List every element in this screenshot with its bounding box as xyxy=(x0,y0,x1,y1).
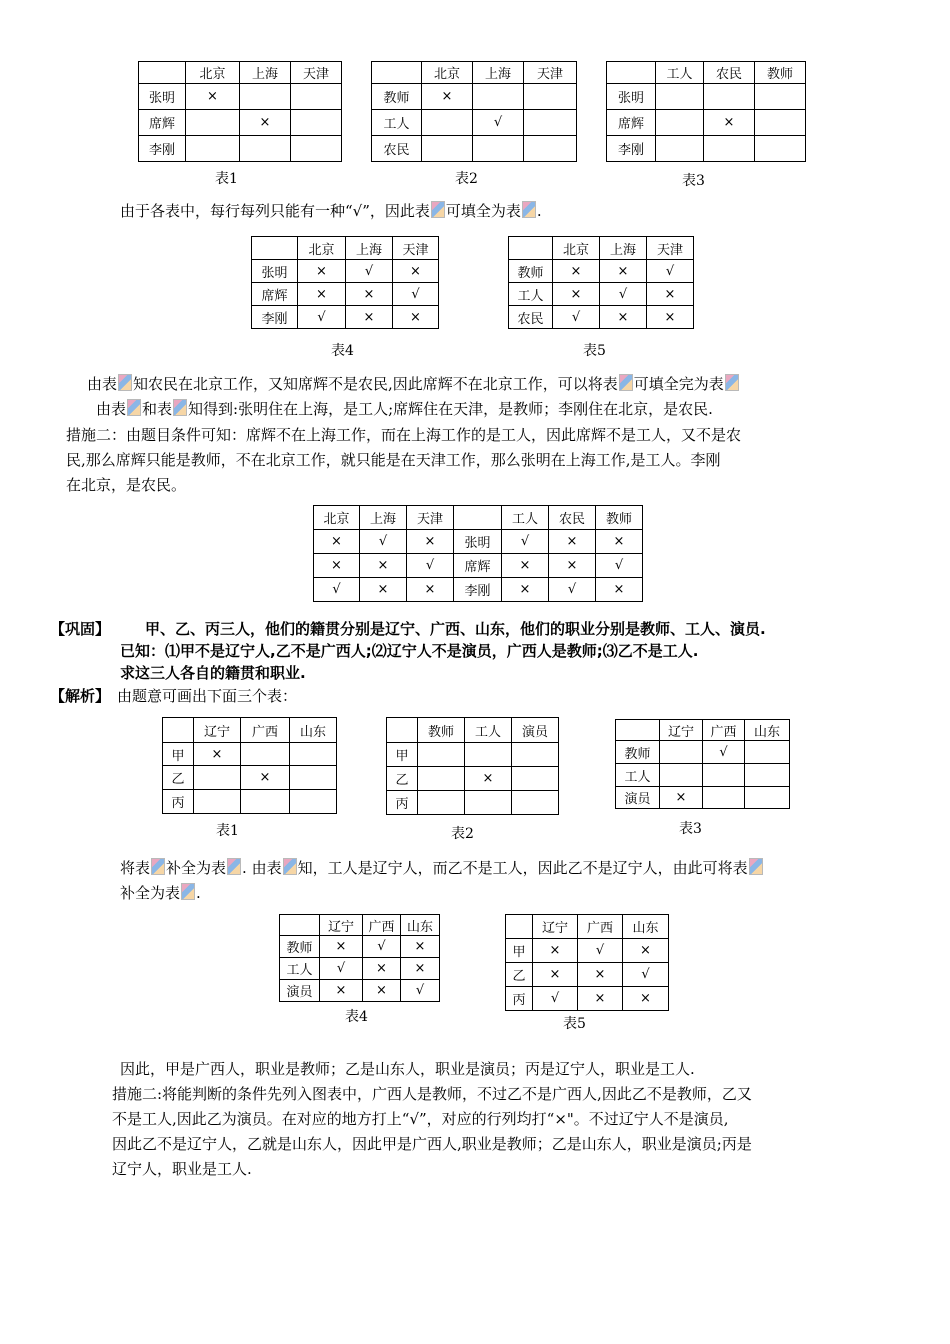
table-cell: × xyxy=(320,936,363,958)
table-cell: × xyxy=(704,110,755,136)
table-row xyxy=(139,136,342,162)
table-cell xyxy=(607,62,656,84)
table-cell: √ xyxy=(363,936,401,958)
image-placeholder-icon xyxy=(619,374,633,391)
table-row xyxy=(139,62,342,84)
image-placeholder-icon xyxy=(227,858,241,875)
table-cell: √ xyxy=(549,578,596,602)
table-cell: 教师 xyxy=(418,718,465,743)
table-cell: × xyxy=(533,963,578,987)
caption-table-4: 表4 xyxy=(331,343,354,359)
table-cell: √ xyxy=(600,283,647,306)
table-cell: √ xyxy=(553,306,600,329)
table-row xyxy=(372,136,577,162)
table-cell: 教师 xyxy=(755,62,806,84)
paragraph-line: 由表 知农民在北京工作，又知席辉不是农民,因此席辉不在北京工作，可以将表 可填全完为表 xyxy=(87,372,740,397)
table-cell: 张明 xyxy=(454,530,502,554)
table-cell: × xyxy=(549,530,596,554)
table-cell: × xyxy=(346,283,393,306)
table-cell: 北京 xyxy=(422,62,473,84)
table-cell xyxy=(418,791,465,815)
table-row xyxy=(607,62,806,84)
table-row xyxy=(314,578,643,602)
table-row xyxy=(506,915,669,939)
table-row xyxy=(252,283,439,306)
paragraph-line: 因此乙不是辽宁人，乙就是山东人，因此甲是广西人,职业是教师；乙是山东人，职业是演员;丙是 xyxy=(112,1135,752,1153)
paragraph-line: 民,那么席辉只能是教师，不在北京工作，就只能是在天津工作，那么张明在上海工作,是工人。李刚 xyxy=(66,451,721,469)
table-cell xyxy=(290,766,337,790)
table-b1 xyxy=(162,717,337,814)
table-cell: 上海 xyxy=(360,506,407,530)
table-cell: 演员 xyxy=(616,787,660,809)
exercise-tag: 【巩固】 xyxy=(50,620,111,638)
table-row xyxy=(163,743,337,766)
table-row xyxy=(607,136,806,162)
paragraph-line: 不是工人,因此乙为演员。在对应的地方打上“√”，对应的行列均打“×"。不过辽宁人不是演员, xyxy=(112,1110,729,1128)
table-row xyxy=(280,958,440,980)
table-cell: √ xyxy=(596,554,643,578)
table-cell: √ xyxy=(346,260,393,283)
image-placeholder-icon xyxy=(431,201,445,218)
table-cell: 上海 xyxy=(473,62,524,84)
table-cell: 工人 xyxy=(502,506,549,530)
table-cell: √ xyxy=(502,530,549,554)
table-cell xyxy=(194,766,241,790)
table-cell: × xyxy=(553,283,600,306)
table-row xyxy=(314,554,643,578)
table-row xyxy=(163,790,337,814)
table-cell: 天津 xyxy=(407,506,454,530)
table-row xyxy=(252,306,439,329)
table-cell: × xyxy=(363,980,401,1002)
caption-table-5: 表5 xyxy=(583,343,606,359)
table-cell xyxy=(524,84,577,110)
paragraph-line: 补全为表 . xyxy=(120,884,201,902)
image-placeholder-icon xyxy=(181,883,195,900)
table-cell xyxy=(465,743,512,767)
table-cell xyxy=(755,110,806,136)
table-cell: 席辉 xyxy=(607,110,656,136)
table-cell xyxy=(745,741,790,764)
caption-table-b1: 表1 xyxy=(216,823,239,839)
image-placeholder-icon xyxy=(283,858,297,875)
table-cell xyxy=(422,110,473,136)
table-4 xyxy=(251,236,439,329)
table-row xyxy=(139,84,342,110)
table-cell xyxy=(454,506,502,530)
table-cell xyxy=(616,720,660,741)
paragraph-line: 措施二：由题目条件可知：席辉不在上海工作，而在上海工作的是工人，因此席辉不是工人，又不是农 xyxy=(66,426,742,444)
table-cell: √ xyxy=(647,260,694,283)
table-cell xyxy=(703,787,745,809)
table-cell: √ xyxy=(578,939,623,963)
table-cell xyxy=(512,767,559,791)
table-cell xyxy=(194,790,241,814)
table-cell: √ xyxy=(703,741,745,764)
table-cell: 李刚 xyxy=(454,578,502,602)
exercise-line: 甲、乙、丙三人，他们的籍贯分别是辽宁、广西、山东，他们的职业分别是教师、工人、演员. xyxy=(145,620,766,638)
table-cell: 上海 xyxy=(240,62,291,84)
table-cell: × xyxy=(422,84,473,110)
table-cell: 李刚 xyxy=(252,306,298,329)
table-row xyxy=(616,741,790,764)
table-cell: × xyxy=(363,958,401,980)
table-cell xyxy=(418,743,465,767)
table-1 xyxy=(138,61,342,162)
table-row xyxy=(509,260,694,283)
table-cell: 天津 xyxy=(393,237,439,260)
table-cell xyxy=(704,84,755,110)
table-row xyxy=(252,260,439,283)
table-cell: 甲 xyxy=(387,743,418,767)
table-cell: × xyxy=(553,260,600,283)
image-placeholder-icon xyxy=(173,399,187,416)
paragraph-line: 将表 补全为表 . 由表 知，工人是辽宁人，而乙不是工人，因此乙不是辽宁人，由此可将表 xyxy=(120,856,764,881)
paragraph-line: 措施二:将能判断的条件先列入图表中，广西人是教师，不过乙不是广西人,因此乙不是教师，乙又 xyxy=(112,1085,752,1103)
table-cell: × xyxy=(240,110,291,136)
caption-table-1: 表1 xyxy=(215,171,238,187)
table-cell: 工人 xyxy=(280,958,320,980)
table-cell: 上海 xyxy=(346,237,393,260)
table-row xyxy=(372,62,577,84)
table-cell: 乙 xyxy=(387,767,418,791)
table-cell: √ xyxy=(473,110,524,136)
caption-table-b5: 表5 xyxy=(563,1016,586,1032)
table-cell: × xyxy=(600,306,647,329)
table-row xyxy=(616,764,790,787)
table-cell: √ xyxy=(298,306,346,329)
table-cell xyxy=(512,743,559,767)
table-cell: × xyxy=(360,578,407,602)
table-cell: 演员 xyxy=(512,718,559,743)
table-cell: × xyxy=(596,530,643,554)
table-cell: × xyxy=(401,958,440,980)
table-cell: 教师 xyxy=(280,936,320,958)
table-cell: 教师 xyxy=(596,506,643,530)
table-cell: × xyxy=(393,306,439,329)
table-cell: × xyxy=(578,963,623,987)
table-cell: 辽宁 xyxy=(533,915,578,939)
table-cell xyxy=(656,136,704,162)
table-cell: × xyxy=(320,980,363,1002)
table-cell: 丙 xyxy=(506,987,533,1011)
table-cell xyxy=(241,743,290,766)
table-cell: 教师 xyxy=(372,84,422,110)
table-row xyxy=(509,306,694,329)
caption-table-b3: 表3 xyxy=(679,821,702,837)
table-cell: 农民 xyxy=(704,62,755,84)
table-cell: √ xyxy=(320,958,363,980)
table-cell: 工人 xyxy=(656,62,704,84)
table-cell xyxy=(186,110,240,136)
paragraph-line: 因此，甲是广西人，职业是教师；乙是山东人，职业是演员；丙是辽宁人，职业是工人. xyxy=(120,1060,695,1078)
table-row xyxy=(280,936,440,958)
analysis-tag: 【解析】 xyxy=(50,687,111,705)
table-cell: 张明 xyxy=(252,260,298,283)
table-cell: 辽宁 xyxy=(660,720,703,741)
exercise-line: 已知：⑴甲不是辽宁人,乙不是广西人;⑵辽宁人不是演员，广西人是教师;⑶乙不是工人. xyxy=(120,642,699,660)
table-cell: 李刚 xyxy=(607,136,656,162)
table-row xyxy=(163,718,337,743)
table-row xyxy=(506,963,669,987)
table-cell: × xyxy=(578,987,623,1011)
table-cell: × xyxy=(346,306,393,329)
table-row xyxy=(280,915,440,936)
table-cell: 席辉 xyxy=(454,554,502,578)
table-cell: × xyxy=(647,283,694,306)
table-cell: 乙 xyxy=(163,766,194,790)
table-cell: × xyxy=(596,578,643,602)
table-cell xyxy=(387,718,418,743)
table-cell: 农民 xyxy=(372,136,422,162)
table-cell: 广西 xyxy=(241,718,290,743)
table-row xyxy=(509,283,694,306)
table-cell xyxy=(755,84,806,110)
table-row xyxy=(607,84,806,110)
table-row xyxy=(280,980,440,1002)
table-cell: 广西 xyxy=(703,720,745,741)
table-cell: × xyxy=(401,936,440,958)
table-row xyxy=(616,720,790,741)
table-cell: 工人 xyxy=(372,110,422,136)
table-cell: 山东 xyxy=(745,720,790,741)
table-b4 xyxy=(279,914,440,1002)
table-cell: × xyxy=(660,787,703,809)
table-combined xyxy=(313,505,643,602)
image-placeholder-icon xyxy=(151,858,165,875)
table-cell xyxy=(418,767,465,791)
table-cell xyxy=(703,764,745,787)
table-cell: 席辉 xyxy=(252,283,298,306)
table-cell xyxy=(291,136,342,162)
table-cell: √ xyxy=(401,980,440,1002)
table-cell xyxy=(660,764,703,787)
table-cell: 北京 xyxy=(186,62,240,84)
table-cell: 教师 xyxy=(509,260,553,283)
table-cell: 甲 xyxy=(506,939,533,963)
table-row xyxy=(139,110,342,136)
table-cell: × xyxy=(393,260,439,283)
table-row xyxy=(387,743,559,767)
table-cell: × xyxy=(600,260,647,283)
table-row xyxy=(506,987,669,1011)
table-cell xyxy=(240,136,291,162)
table-cell xyxy=(422,136,473,162)
paragraph-line: 辽宁人，职业是工人. xyxy=(112,1160,252,1178)
table-cell xyxy=(656,110,704,136)
table-cell: 广西 xyxy=(363,915,401,936)
image-placeholder-icon xyxy=(118,374,132,391)
caption-table-b2: 表2 xyxy=(451,826,474,842)
table-cell: 农民 xyxy=(549,506,596,530)
table-cell: × xyxy=(502,554,549,578)
table-row xyxy=(509,237,694,260)
table-cell xyxy=(163,718,194,743)
table-cell: 山东 xyxy=(290,718,337,743)
table-row xyxy=(163,766,337,790)
image-placeholder-icon xyxy=(522,201,536,218)
table-cell xyxy=(241,790,290,814)
table-cell: √ xyxy=(407,554,454,578)
table-row xyxy=(372,110,577,136)
table-b5 xyxy=(505,914,669,1011)
table-cell: × xyxy=(241,766,290,790)
table-cell: × xyxy=(623,987,669,1011)
table-cell: 辽宁 xyxy=(194,718,241,743)
table-cell: 北京 xyxy=(553,237,600,260)
table-cell: 张明 xyxy=(607,84,656,110)
table-cell xyxy=(473,136,524,162)
table-cell xyxy=(704,136,755,162)
table-cell xyxy=(745,787,790,809)
table-cell xyxy=(290,743,337,766)
table-cell: √ xyxy=(314,578,360,602)
table-cell: × xyxy=(623,939,669,963)
table-cell xyxy=(745,764,790,787)
table-cell: 天津 xyxy=(524,62,577,84)
table-cell: √ xyxy=(393,283,439,306)
table-cell xyxy=(506,915,533,939)
table-cell xyxy=(291,110,342,136)
table-cell: × xyxy=(314,554,360,578)
table-cell: × xyxy=(502,578,549,602)
table-cell: × xyxy=(314,530,360,554)
table-cell xyxy=(252,237,298,260)
table-cell: × xyxy=(407,578,454,602)
image-placeholder-icon xyxy=(749,858,763,875)
table-cell: 乙 xyxy=(506,963,533,987)
table-cell: 工人 xyxy=(616,764,660,787)
table-cell xyxy=(473,84,524,110)
paragraph-line: 在北京，是农民。 xyxy=(66,476,187,494)
table-cell: 辽宁 xyxy=(320,915,363,936)
table-cell: 山东 xyxy=(401,915,440,936)
table-cell: 甲 xyxy=(163,743,194,766)
table-row xyxy=(252,237,439,260)
table-cell xyxy=(240,84,291,110)
table-cell: 丙 xyxy=(163,790,194,814)
table-2 xyxy=(371,61,577,162)
table-cell: 丙 xyxy=(387,791,418,815)
table-row xyxy=(387,767,559,791)
caption-table-3: 表3 xyxy=(682,173,705,189)
table-cell: 广西 xyxy=(578,915,623,939)
table-row xyxy=(372,84,577,110)
table-cell: × xyxy=(360,554,407,578)
table-cell: 工人 xyxy=(465,718,512,743)
table-cell: × xyxy=(465,767,512,791)
table-cell: 席辉 xyxy=(139,110,186,136)
table-row xyxy=(387,791,559,815)
caption-table-2: 表2 xyxy=(455,171,478,187)
table-cell xyxy=(524,110,577,136)
table-row xyxy=(387,718,559,743)
image-placeholder-icon xyxy=(127,399,141,416)
table-cell: × xyxy=(194,743,241,766)
table-cell xyxy=(755,136,806,162)
table-b3 xyxy=(615,719,790,809)
table-5 xyxy=(508,236,694,329)
table-cell xyxy=(509,237,553,260)
caption-table-b4: 表4 xyxy=(345,1009,368,1025)
table-cell: 北京 xyxy=(298,237,346,260)
table-cell: × xyxy=(407,530,454,554)
table-cell xyxy=(291,84,342,110)
table-cell: 工人 xyxy=(509,283,553,306)
table-cell: √ xyxy=(623,963,669,987)
table-row xyxy=(506,939,669,963)
table-cell: 演员 xyxy=(280,980,320,1002)
table-cell: 山东 xyxy=(623,915,669,939)
table-cell: × xyxy=(186,84,240,110)
table-cell: × xyxy=(549,554,596,578)
table-b2 xyxy=(386,717,559,815)
table-cell: × xyxy=(647,306,694,329)
table-row xyxy=(314,506,643,530)
table-cell: 上海 xyxy=(600,237,647,260)
table-cell xyxy=(372,62,422,84)
table-cell: 北京 xyxy=(314,506,360,530)
table-3 xyxy=(606,61,806,162)
table-cell: √ xyxy=(360,530,407,554)
table-cell xyxy=(139,62,186,84)
table-cell: 李刚 xyxy=(139,136,186,162)
exercise-line: 求这三人各自的籍贯和职业. xyxy=(120,664,306,682)
table-cell xyxy=(512,791,559,815)
table-cell xyxy=(465,791,512,815)
table-row xyxy=(607,110,806,136)
table-cell xyxy=(524,136,577,162)
analysis-line: 由题意可画出下面三个表： xyxy=(117,687,298,705)
table-cell: √ xyxy=(533,987,578,1011)
table-cell xyxy=(280,915,320,936)
table-cell xyxy=(186,136,240,162)
table-cell: × xyxy=(533,939,578,963)
table-cell: 教师 xyxy=(616,741,660,764)
paragraph-line: 由表 和表 知得到:张明住在上海，是工人;席辉住在天津，是教师；李刚住在北京，是农民. xyxy=(96,400,713,418)
table-cell xyxy=(656,84,704,110)
table-cell: 天津 xyxy=(647,237,694,260)
table-cell: × xyxy=(298,260,346,283)
paragraph-line: 由于各表中，每行每列只能有一种“√”，因此表 可填全为表 . xyxy=(120,202,542,220)
table-cell xyxy=(290,790,337,814)
table-cell: 天津 xyxy=(291,62,342,84)
table-cell: 张明 xyxy=(139,84,186,110)
table-row xyxy=(314,530,643,554)
image-placeholder-icon xyxy=(725,374,739,391)
table-cell xyxy=(660,741,703,764)
table-cell: 农民 xyxy=(509,306,553,329)
table-cell: × xyxy=(298,283,346,306)
table-row xyxy=(616,787,790,809)
